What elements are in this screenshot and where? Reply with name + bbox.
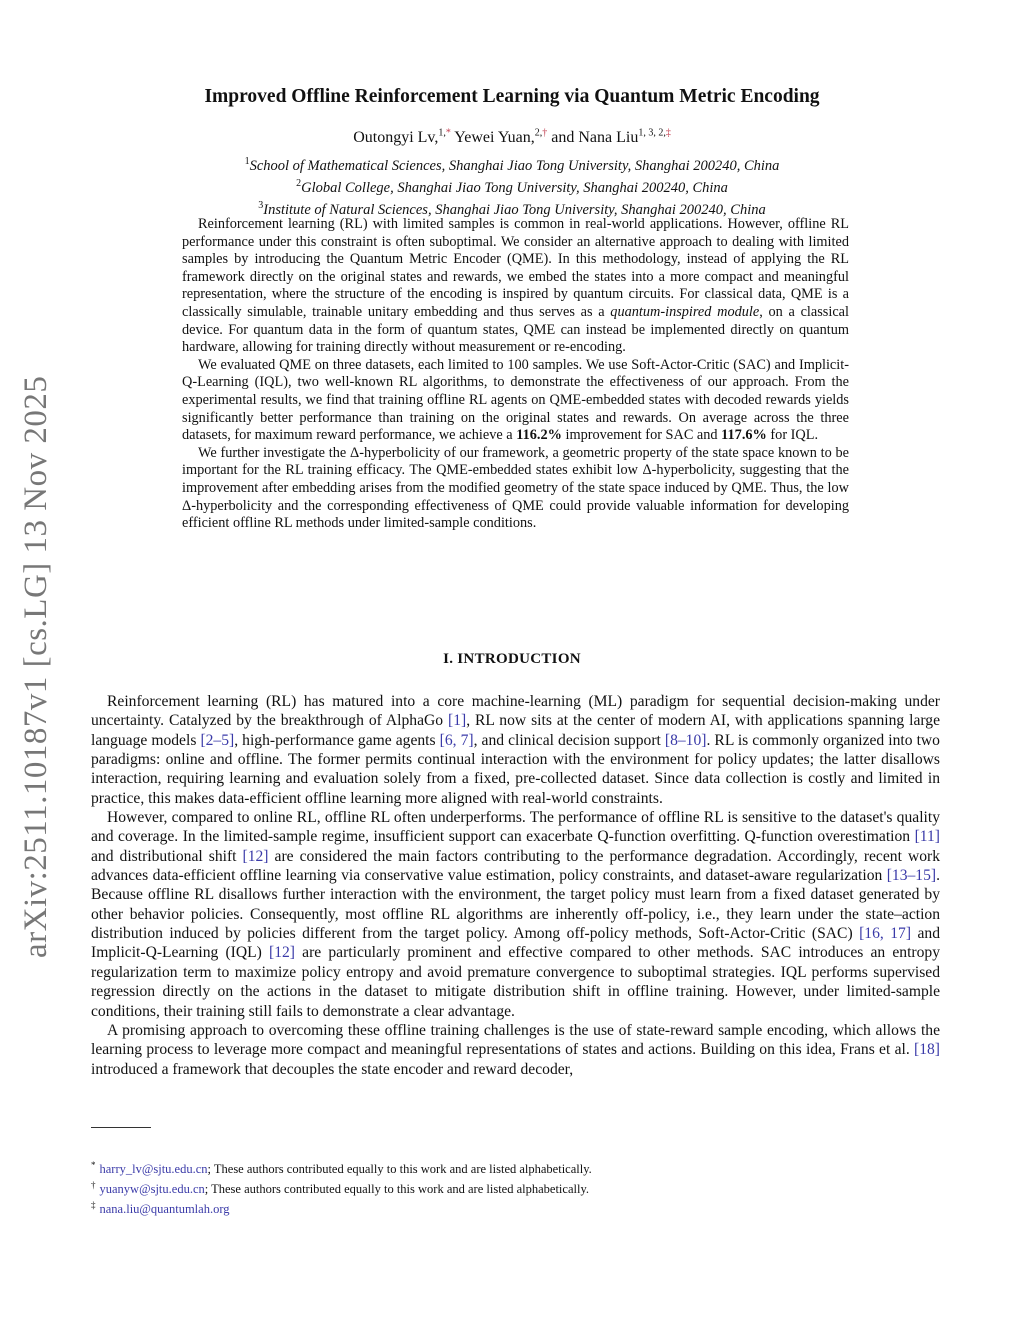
footnote-mark[interactable]: *	[445, 128, 451, 139]
text-run: , high-performance game agents	[234, 731, 440, 749]
citation-link[interactable]: [13–15]	[886, 867, 937, 885]
author-list	[0, 128, 1024, 147]
text-run: . Because offline RL disallows further interaction with the environment, the target policy must learn from a fixed dataset generated by other behavior policies. Consequently, most offline RL algorithms are inherently off-policy, i.e., they learn under the state–action distribution induced by policies different from the target policy. Among off-policy methods, Soft-Actor-Critic (SAC)	[91, 867, 940, 943]
email-link[interactable]: nana.liu@quantumlah.org	[99, 1202, 230, 1217]
author: Yewei Yuan,$^{2,\dagger}$	[454, 128, 548, 147]
text-run: and distributional shift	[91, 847, 243, 865]
footnote: ‡ nana.liu@quantumlah.org	[91, 1200, 230, 1217]
citation-link[interactable]: [6, 7]	[439, 731, 474, 749]
affiliations	[0, 153, 1024, 218]
text-run: A promising approach to overcoming these offline training challenges is the use of state-reward sample encoding, which allows the learning process to leverage more compact and meaningful representations of states and actions. Building on this idea, Frans et al.	[91, 1021, 940, 1059]
footnote-rule	[91, 1127, 151, 1128]
text-run: Reinforcement learning (RL) has matured into a core machine-learning (ML) paradigm for sequential decision-making under uncertainty. Catalyzed by the breakthrough of AlphaGo	[91, 693, 940, 730]
text-run: We further investigate the Δ-hyperbolicity of our framework, a geometric property of the state space known to be important for the RL training efficacy. The QME-embedded states exhibit low Δ-hyperbolicity, suggesting that the improvement after embedding arises from the modified geometry of the state space induced by QME. Thus, the low Δ-hyperbolicity and the corresponding effectiveness of QME could provide valuable information for developing efficient offline RL methods under limited-sample conditions.	[182, 444, 849, 532]
text-run: . RL is commonly organized into two paradigms: online and offline. The former permits continual interaction with the environment for policy updates; the latter disallows interaction, requiring learning and evaluation solely from a fixed, pre-collected dataset. Since data collection is costly and limited in practice, this makes data-efficient offline learning more aligned with real-world constraints.	[91, 731, 940, 807]
affiliation: $^1$School of Mathematical Sciences, Shanghai Jiao Tong University, Shanghai 200240, China	[244, 156, 780, 174]
citation-link[interactable]: [1]	[448, 712, 467, 730]
text-run: Reinforcement learning (RL) with limited samples is common in real-world applications. However, offline RL performance under this constraint is often suboptimal. We consider an alternative approach to dealing with limited samples by introducing the Quantum Metric Encoder (QME). In this methodology, instead of applying the RL framework directly on the original states and rewards, we embed the states into a more compact and meaningful representation, where the structure of the encoding is inspired by quantum circuits. For classical data, QME is a classically simulable, trainable unitary embedding and thus serves as a	[182, 216, 849, 320]
body-paragraph	[91, 808, 940, 1021]
footnote-mark[interactable]: †	[542, 128, 548, 139]
text-run: for IQL.	[766, 427, 819, 444]
text-run: , on a classical device. For quantum data in the form of quantum states, QME can instead be implemented directly on quantum hardware, allowing for training directly without measurement or re-encoding.	[182, 303, 850, 356]
email-link[interactable]: harry_lv@sjtu.edu.cn	[99, 1162, 208, 1177]
email-link[interactable]: yuanyw@sjtu.edu.cn	[99, 1182, 205, 1197]
affiliation: $^2$Global College, Shanghai Jiao Tong University, Shanghai 200240, China	[296, 177, 728, 196]
text-run: and Implicit-Q-Learning (IQL)	[91, 925, 940, 962]
author: Outongyi Lv,$^{1,*}$	[353, 128, 451, 147]
citation-link[interactable]: [18]	[914, 1041, 940, 1059]
arxiv-stamp: arXiv:2511.10187v1 [cs.LG] 13 Nov 2025	[18, 375, 54, 958]
text-run: However, compared to online RL, offline RL often underperforms. The performance of offline RL is sensitive to the dataset's quality and coverage. In the limited-sample regime, insufficient support can exacerbate Q-function overfitting. Q-function overestimation	[91, 809, 940, 846]
body-paragraph	[91, 1021, 940, 1079]
body-paragraph	[91, 692, 940, 808]
text-run: , RL now sits at the center of modern AI, with applications spanning large language models	[91, 712, 940, 749]
text-run: 116.2%	[516, 427, 562, 444]
paper-title: Improved Offline Reinforcement Learning via Quantum Metric Encoding	[204, 86, 820, 107]
text-run: We evaluated QME on three datasets, each limited to 100 samples. We use Soft-Actor-Critic (SAC) and Implicit-Q-Learning (IQL), two well-known RL algorithms, to demonstrate the effectiveness of our approach. From the experimental results, we find that training offline RL agents on QME-embedded states with decoded rewards yields significantly better performance than training on the original states and rewards. On average across the three datasets, for maximum reward performance, we achieve a	[182, 356, 849, 444]
footnote-mark[interactable]: ‡	[665, 128, 671, 139]
text-run: , and clinical decision support	[473, 731, 665, 749]
abstract-paragraph	[182, 216, 849, 357]
citation-link[interactable]: [8–10]	[664, 731, 707, 749]
text-run: 117.6%	[721, 427, 767, 444]
abstract	[182, 216, 849, 533]
text-run: are particularly prominent and effective compared to other methods. SAC introduces an entropy regularization term to maximize policy entropy and avoid premature convergence to suboptimal strategies. IQL performs supervised regression directly on the actions in the dataset to mitigate distribution shift in offline training. However, under limited-sample conditions, their training still fails to demonstrate a clear advantage.	[91, 944, 940, 1020]
text-run: are considered the main factors contributing to the performance degradation. Accordingly, recent work advances data-efficient offline learning via conservative value estimation, policy constraints, and dataset-aware regularization	[91, 847, 940, 885]
abstract-paragraph	[182, 357, 849, 445]
text-run: introduced a framework that decouples the state encoder and reward decoder,	[91, 1060, 574, 1078]
citation-link[interactable]: [2–5]	[200, 731, 235, 749]
author: and Nana Liu$^{1, 3, 2,\ddagger}$	[551, 128, 671, 147]
text-run: quantum-inspired module	[610, 303, 760, 320]
abstract-paragraph	[182, 445, 849, 533]
footnote: * harry_lv@sjtu.edu.cn; These authors contributed equally to this work and are listed alphabetically.	[91, 1160, 592, 1177]
body-text	[91, 692, 940, 1079]
affiliation: $^3$Institute of Natural Sciences, Shanghai Jiao Tong University, Shanghai 200240, China	[258, 199, 766, 218]
citation-link[interactable]: [12]	[269, 944, 295, 962]
footnote: † yuanyw@sjtu.edu.cn; These authors contributed equally to this work and are listed alphabetically.	[91, 1180, 590, 1197]
citation-link[interactable]: [11]	[914, 828, 940, 846]
citation-link[interactable]: [12]	[242, 847, 269, 865]
text-run: improvement for SAC and	[561, 427, 722, 444]
section-heading: I. INTRODUCTION	[443, 651, 581, 667]
footnotes	[91, 1157, 592, 1217]
citation-link[interactable]: [16, 17]	[859, 925, 912, 943]
